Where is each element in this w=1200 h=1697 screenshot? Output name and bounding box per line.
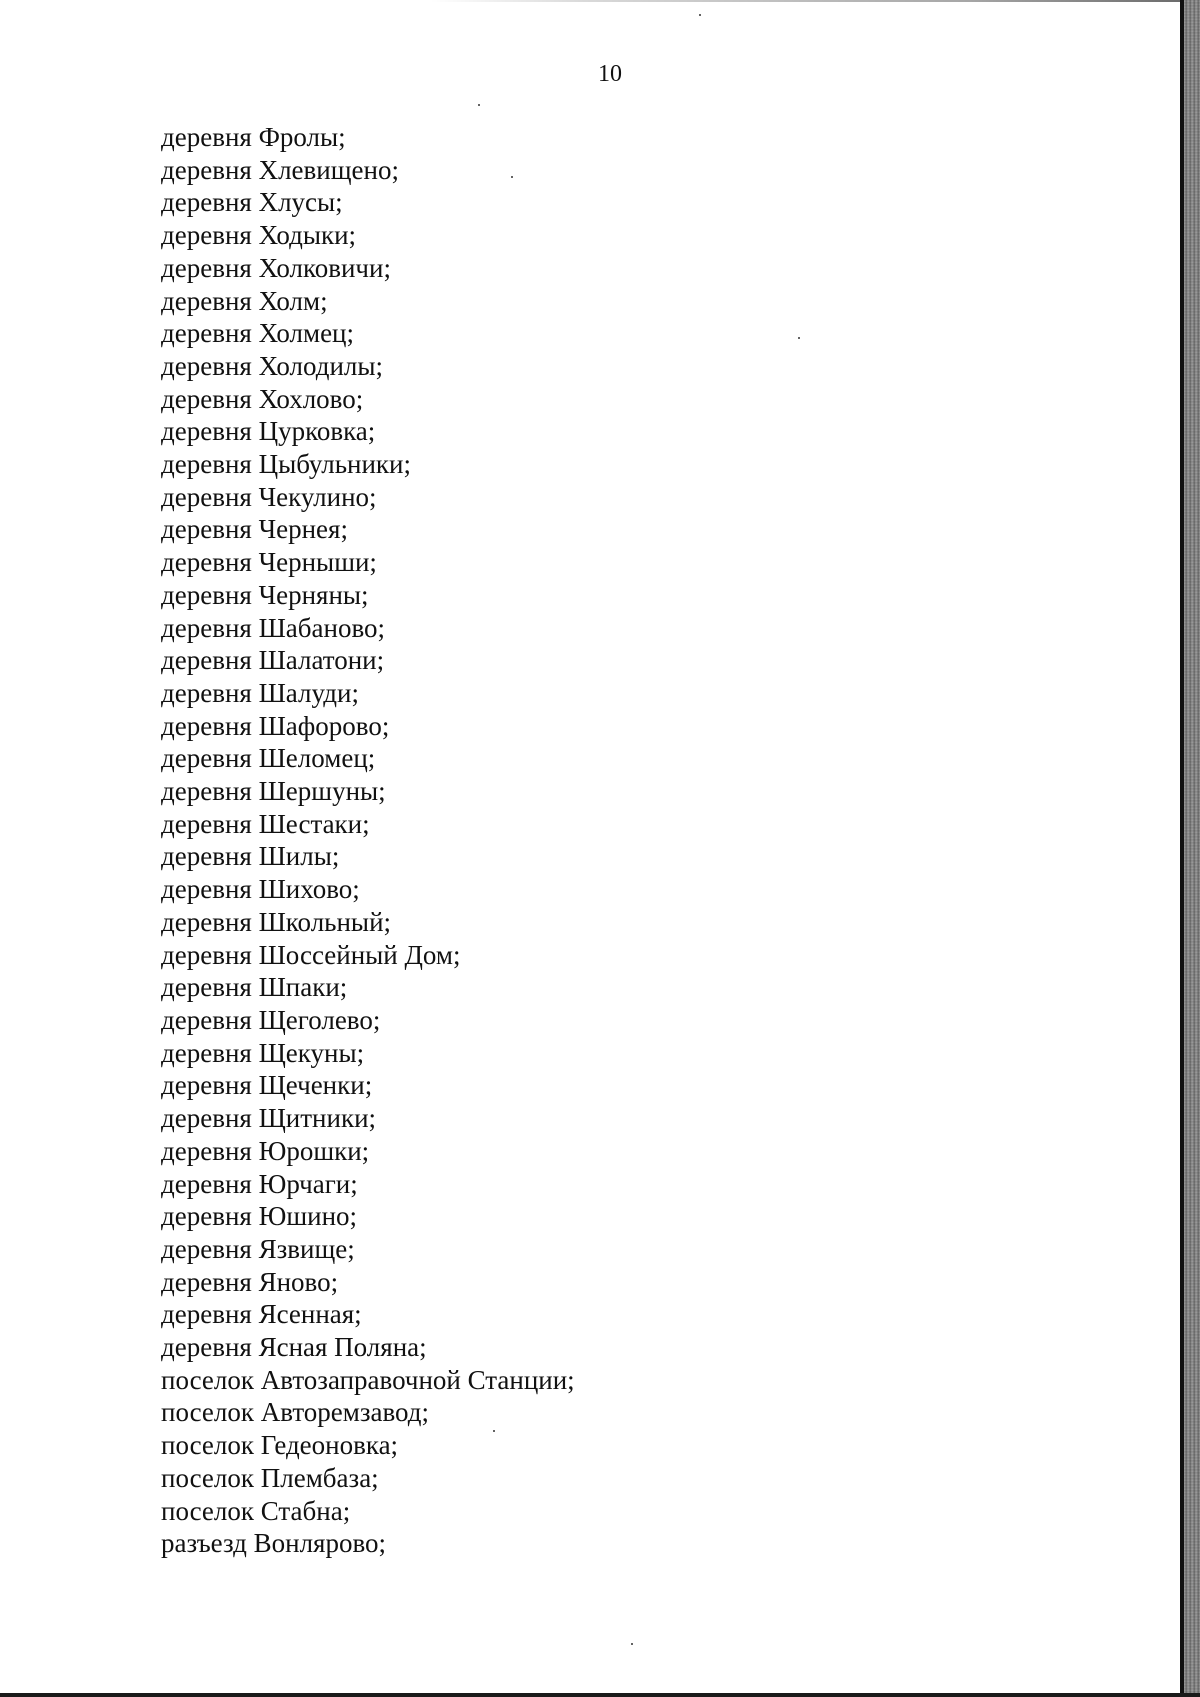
list-item: деревня Цыбульники; — [161, 449, 411, 480]
list-item: деревня Ходыки; — [161, 220, 357, 251]
list-item: деревня Холодилы; — [161, 350, 384, 381]
list-item: деревня Шалатони; — [161, 645, 385, 676]
list-item: деревня Шестаки; — [161, 808, 370, 839]
list-item: поселок Плембаза; — [161, 1462, 379, 1493]
list-item: деревня Холковичи; — [161, 252, 391, 283]
scan-speck — [478, 104, 480, 106]
list-item: деревня Шилы; — [161, 841, 340, 872]
scan-top-edge — [430, 0, 1200, 2]
page-number: 10 — [598, 61, 622, 87]
list-item: деревня Щеченки; — [161, 1070, 373, 1101]
list-item: деревня Шпаки; — [161, 972, 348, 1003]
scan-speck — [699, 14, 701, 16]
list-item: разъезд Вонлярово; — [161, 1528, 387, 1559]
list-item: деревня Фролы; — [161, 122, 346, 152]
list-item: деревня Черныши; — [161, 547, 377, 578]
list-item: деревня Шабаново; — [161, 612, 386, 643]
list-item: поселок Авторемзавод; — [161, 1397, 430, 1428]
list-item: поселок Стабна; — [161, 1495, 351, 1526]
list-item: деревня Чекулино; — [161, 481, 377, 512]
list-item: деревня Хлевищено; — [161, 154, 399, 185]
list-item: деревня Холмец; — [161, 318, 355, 349]
list-item: деревня Хохлово; — [161, 383, 364, 414]
list-item: деревня Шершуны; — [161, 776, 386, 807]
list-item: поселок Автозаправочной Станции; — [161, 1364, 575, 1395]
scan-speck — [798, 337, 800, 339]
list-item: деревня Холм; — [161, 285, 328, 316]
list-item: деревня Юрчаги; — [161, 1168, 358, 1199]
list-item: деревня Шоссейный Дом; — [161, 939, 461, 970]
list-item: деревня Ясенная; — [161, 1299, 362, 1330]
list-item: деревня Чернея; — [161, 514, 348, 545]
list-item: деревня Яново; — [161, 1266, 339, 1297]
list-item: деревня Щекуны; — [161, 1037, 365, 1068]
settlement-list — [161, 121, 575, 1560]
scan-speck — [511, 176, 513, 178]
scan-bottom-edge — [0, 1693, 1200, 1697]
list-item: деревня Черняны; — [161, 579, 369, 610]
list-item: поселок Гедеоновка; — [161, 1430, 399, 1461]
list-item: деревня Щитники; — [161, 1103, 377, 1134]
scan-right-edge — [1184, 0, 1200, 1697]
list-item: деревня Шеломец; — [161, 743, 376, 774]
list-item: деревня Шалуди; — [161, 677, 359, 708]
scan-speck — [493, 1430, 495, 1432]
scan-speck — [631, 1643, 633, 1645]
list-item: деревня Цурковка; — [161, 416, 376, 447]
list-item: деревня Щеголево; — [161, 1004, 381, 1035]
list-item: деревня Школьный; — [161, 906, 392, 937]
list-item: деревня Хлусы; — [161, 187, 343, 218]
list-item: деревня Юрошки; — [161, 1135, 370, 1166]
list-item: деревня Юшино; — [161, 1201, 358, 1232]
list-item: деревня Шихово; — [161, 874, 360, 905]
list-item: деревня Шафорово; — [161, 710, 390, 741]
list-item: деревня Ясная Поляна; — [161, 1332, 427, 1363]
list-item: деревня Язвище; — [161, 1233, 355, 1264]
